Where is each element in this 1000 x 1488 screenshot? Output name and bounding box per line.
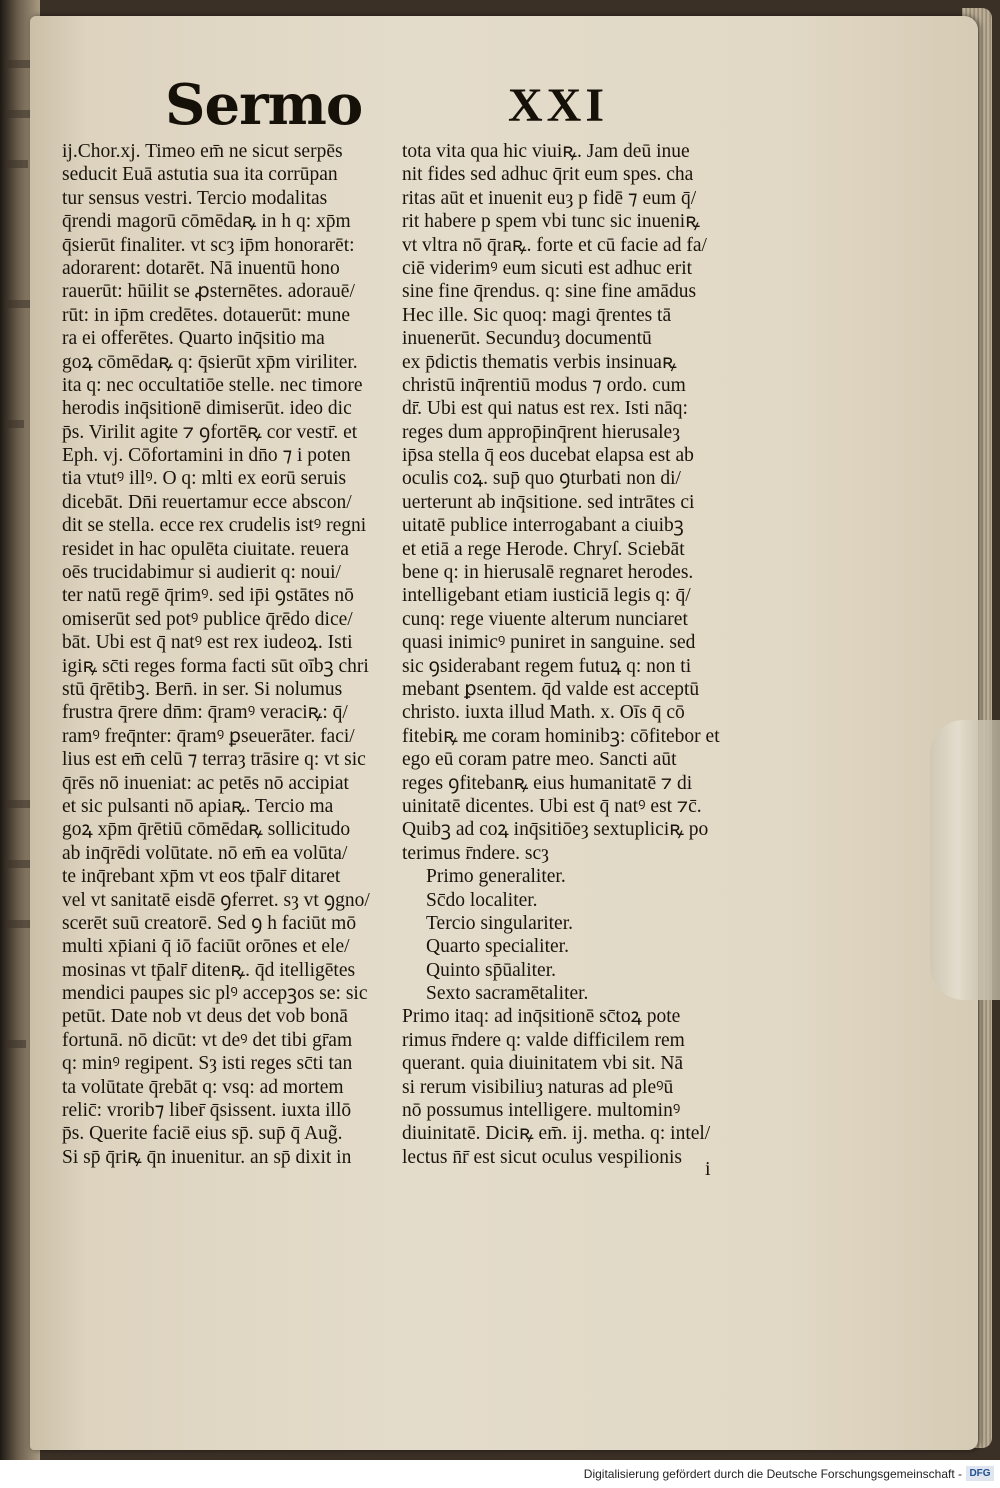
text-line: et sic pulsanti nō apiaꝶ. Tercio ma xyxy=(62,795,334,817)
signature-mark: i xyxy=(705,1158,711,1180)
text-line: herodis inq̄sitionē dimiserūt. ideo dic xyxy=(62,398,352,420)
text-line: terimus r̄ndere. scȝ xyxy=(402,842,549,864)
list-item: Sexto sacramētaliter. xyxy=(426,983,589,1005)
text-line: ritas aūt et inuenit euȝ p fidē ⁊ eum q̄/ xyxy=(402,187,697,209)
text-line: fortunā. nō dicūt: vt deꝰ det tibi gr̄am xyxy=(62,1029,353,1051)
text-line: Hec ille. Sic quoq: magi q̄rentes tā xyxy=(402,304,672,326)
text-line: dr̄. Ubi est qui natus est rex. Isti nāq: xyxy=(402,398,688,420)
text-line: inuenerūt. Secunduȝ documentū xyxy=(402,328,652,350)
text-line: ciē viderimꝰ eum sicuti est adhuc erit xyxy=(402,257,693,279)
text-line: rūt: in ip̄m credētes. dotauerūt: mune xyxy=(62,304,351,326)
text-line: ego eū coram patre meo. Sancti aūt xyxy=(402,749,677,771)
text-line: reges dum approp̄inq̄rent hierusaleȝ xyxy=(402,421,680,443)
text-line: diuinitatē. Diciꝶ em̄. ij. metha. q: intel/ xyxy=(402,1123,711,1145)
text-line: goꝝ cōmēdaꝶ q: q̄sierūt xp̄m viriliter. xyxy=(62,351,358,373)
text-line: rit habere p spem vbi tunc sic inueniꝶ xyxy=(402,211,700,233)
text-line: oēs trucidabimur si audierit q: noui/ xyxy=(62,562,341,584)
text-line: christū inq̄rentiū modus ⁊ ordo. cum xyxy=(402,374,686,396)
text-line: nō possumus intelligere. multominꝰ xyxy=(402,1100,681,1122)
left-text-column xyxy=(62,140,402,1169)
text-line: cunq: rege viuente alterum nunciaret xyxy=(402,608,688,630)
text-line: sine fine q̄rendus. q: sine fine amādus xyxy=(402,281,697,303)
dfg-logo: DFG xyxy=(966,1466,994,1481)
text-line: rauerūt: hūilit se ꝓsternētes. adorauē/ xyxy=(62,281,355,303)
text-line: lius est em̄ celū ⁊ terraȝ trāsire q: vt sic xyxy=(62,749,366,771)
text-line: petūt. Date nob vt deus det vob bonā xyxy=(62,1006,348,1028)
text-line: ter natū regē q̄rimꝰ. sed ip̄i ꝯstātes nō xyxy=(62,585,354,607)
text-line: Quibꝫ ad coꝝ inq̄sitiōeȝ sextupliciꝶ po xyxy=(402,819,709,841)
text-line: dicebāt. Dn̄i reuertamur ecce abscon/ xyxy=(62,491,352,513)
text-line: ij.Chor.xj. Timeo em̄ ne sicut serpēs xyxy=(62,141,343,162)
text-line: relic̄: vrorib⁊ liber̄ q̄sissent. iuxta illō xyxy=(62,1100,352,1122)
page-header-title: Sermo xyxy=(165,72,363,138)
text-line: uerterunt ab inq̄sitione. sed intrātes ci xyxy=(402,491,695,513)
list-item: Sc̄do localiter. xyxy=(426,889,538,911)
text-line: querant. quia diuinitatem vbi sit. Nā xyxy=(402,1053,684,1075)
text-line: q̄rendi magorū cōmēdaꝶ in h q: xp̄m xyxy=(62,211,351,233)
text-line: multi xp̄iani q̄ iō faciūt orōnes et ele/ xyxy=(62,936,350,958)
text-line: q̄sierūt finaliter. vt scȝ ip̄m honorarēt: xyxy=(62,234,355,256)
text-line: Si sp̄ q̄riꝶ q̄n inuenitur. an sp̄ dixit in xyxy=(62,1146,352,1168)
text-line: residet in hac opulēta ciuitate. reuera xyxy=(62,538,349,560)
text-line: intelligebant etiam iusticiā legis q: q̄/ xyxy=(402,585,691,607)
text-line: mendici paupes sic plꝰ accepꝫos se: sic xyxy=(62,983,368,1005)
credit-text: Digitalisierung gefördert durch die Deutsche Forschungsgemeinschaft - xyxy=(583,1467,962,1481)
text-line: vt vltra nō q̄raꝶ. forte et cū facie ad fa/ xyxy=(402,234,707,256)
page-clip xyxy=(930,720,1000,1000)
text-line: bene q: in hierusalē regnaret herodes. xyxy=(402,562,694,584)
credit-bar xyxy=(0,1460,1000,1488)
list-item: Tercio singulariter. xyxy=(426,912,574,934)
text-line: vel vt sanitatē eisdē ꝯferret. sȝ vt ꝯgno/ xyxy=(62,889,370,911)
text-line: goꝝ xp̄m q̄rētiū cōmēdaꝶ sollicitudo xyxy=(62,819,351,841)
text-line: ramꝰ freq̄nter: q̄ramꝰ ꝑseuerāter. faci/ xyxy=(62,725,355,747)
text-line: uitatē publice interrogabant a ciuibꝫ xyxy=(402,515,684,537)
right-text-column xyxy=(402,140,762,1169)
text-line: ip̄sa stella q̄ eos ducebat elapsa est ab xyxy=(402,445,694,467)
text-line: scerēt suū creatorē. Sed ꝯ h faciūt mō xyxy=(62,912,357,934)
page-header-number: XXI xyxy=(508,79,609,132)
list-item: Quinto sp̄ūaliter. xyxy=(426,959,556,981)
text-line: mebant ꝑsentem. q̄d valde est acceptū xyxy=(402,678,700,700)
text-line: ita q: nec occultatiōe stelle. nec timore xyxy=(62,374,363,396)
text-line: adorarent: dotarēt. Nā inuentū hono xyxy=(62,257,340,279)
text-line: mosinas vt tp̄alr̄ ditenꝶ. q̄d itelligētes xyxy=(62,959,356,981)
text-line: sic ꝯsiderabant regem futuꝝ q: non ti xyxy=(402,655,692,677)
text-line: tia vtutꝰ illꝰ. O q: mlti ex eorū seruis xyxy=(62,468,347,490)
text-line: oculis coꝝ. sup̄ quo ꝯturbati non di/ xyxy=(402,468,681,490)
text-line: q: minꝰ regipent. Sȝ isti reges sc̄ti tan xyxy=(62,1053,353,1075)
text-line: igiꝶ sc̄ti reges forma facti sūt oībꝫ chri xyxy=(62,655,369,677)
text-line: bāt. Ubi est q̄ natꝰ est rex iudeoꝝ. Isti xyxy=(62,632,353,654)
text-line: omiserūt sed potꝰ publice q̄rēdo dice/ xyxy=(62,608,353,630)
text-line: christo. iuxta illud Math. x. Oīs q̄ cō xyxy=(402,702,685,724)
text-line: ra ei offerētes. Quarto inq̄sitio ma xyxy=(62,328,325,350)
text-line: p̄s. Virilit agite ⁊ ꝯfortēꝶ cor vestr̄. et xyxy=(62,421,358,443)
list-item: Primo generaliter. xyxy=(426,866,566,888)
text-line: p̄s. Querite faciē eius sp̄. sup̄ q̄ Aug̃. xyxy=(62,1123,343,1145)
text-line: rimus r̄ndere q: valde difficilem rem xyxy=(402,1029,685,1051)
text-line: ta volūtate q̄rebāt q: vsq: ad mortem xyxy=(62,1076,344,1098)
text-line: ex p̄dictis thematis verbis insinuaꝶ xyxy=(402,351,677,373)
text-line: Eph. vj. Cōfortamini in dn̄o ⁊ i poten xyxy=(62,445,351,467)
list-item: Quarto specialiter. xyxy=(426,936,569,958)
text-line: q̄rēs nō inueniat: ac petēs nō accipiat xyxy=(62,772,349,794)
text-line: frustra q̄rere dn̄m: q̄ramꝰ veraciꝶ: q̄/ xyxy=(62,702,348,724)
text-line: nit fides sed adhuc q̄rit eum spes. cha xyxy=(402,164,694,186)
text-line: Primo itaq: ad inq̄sitionē sc̄toꝝ pote xyxy=(402,1006,681,1028)
text-line: dit se stella. ecce rex crudelis istꝰ regni xyxy=(62,515,367,537)
text-line: fitebiꝶ me coram hominibꝫ: cōfitebor et xyxy=(402,725,720,747)
text-line: seducit Euā astutia sua ita corrūpan xyxy=(62,164,338,186)
text-line: te inq̄rebant xp̄m vt eos tp̄alr̄ ditaret xyxy=(62,866,341,888)
text-line: tur sensus vestri. Tercio modalitas xyxy=(62,187,328,209)
text-line: lectus n̄r̄ est sicut oculus vespilionis xyxy=(402,1146,683,1168)
text-line: ab inq̄rēdi volūtate. nō em̄ ea volūta/ xyxy=(62,842,348,864)
text-line: tota vita qua hic viuiꝶ. Jam deū inue xyxy=(402,141,690,162)
text-line: uinitatē dicentes. Ubi est q̄ natꝰ est ⁊c̄. xyxy=(402,795,702,817)
text-line: stū q̄rētibꝫ. Bern̄. in ser. Si nolumus xyxy=(62,678,343,700)
text-line: reges ꝯfitebanꝶ eius humanitatē ⁊ di xyxy=(402,772,693,794)
text-line: et etiā a rege Herode. Chryſ. Sciebāt xyxy=(402,538,685,560)
text-line: quasi inimicꝰ puniret in sanguine. sed xyxy=(402,632,696,654)
text-line: si rerum visibiliuȝ naturas ad pleꝰū xyxy=(402,1076,674,1098)
